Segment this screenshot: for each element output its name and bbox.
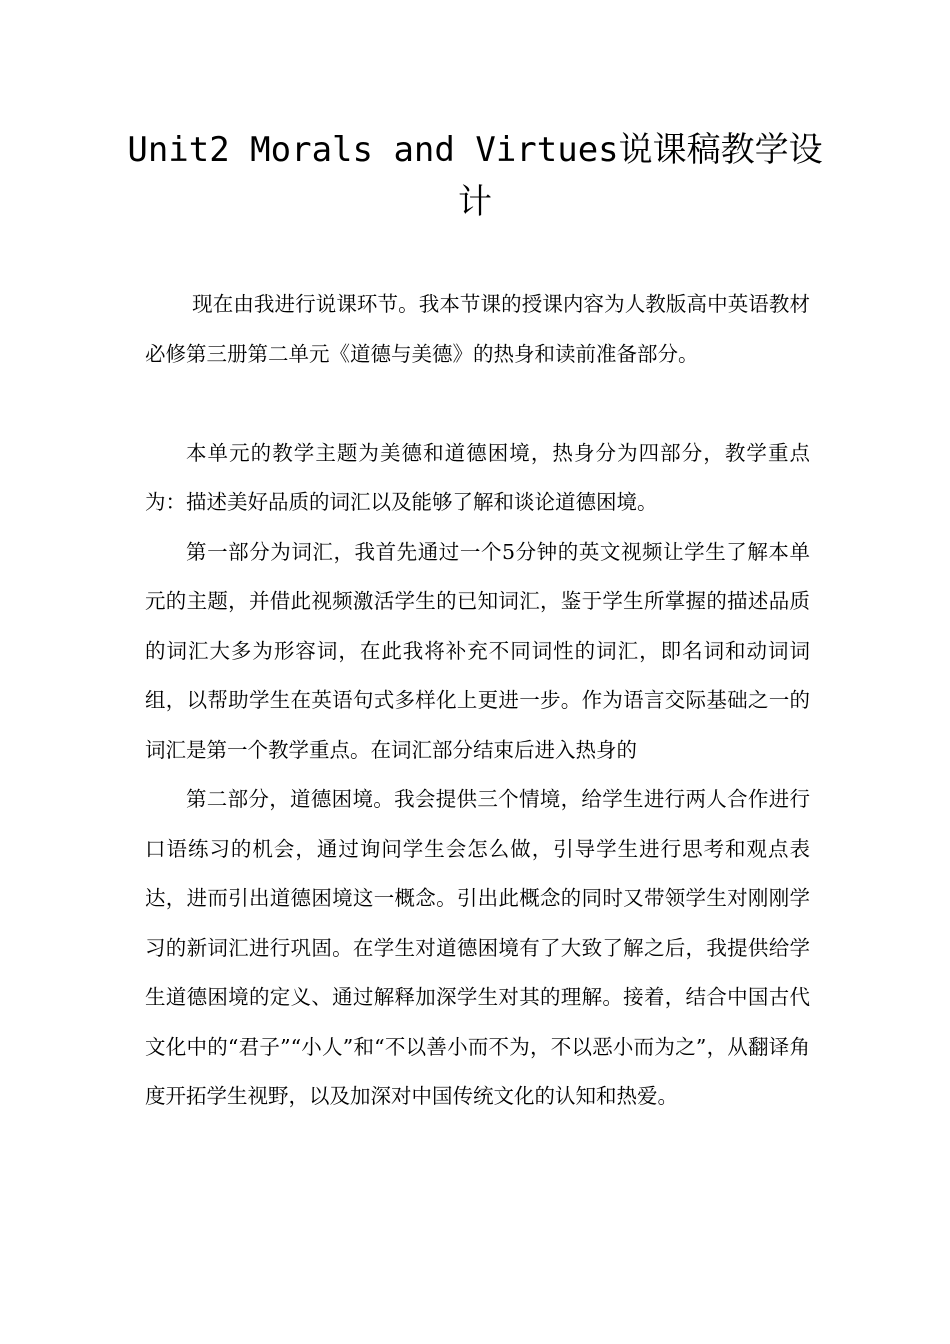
paragraph-spacer — [145, 379, 810, 429]
paragraph-part-one: 第一部分为词汇，我首先通过一个5分钟的英文视频让学生了解本单元的主题，并借此视频激活学生的已知词汇，鉴于学生所掌握的描述品质的词汇大多为形容词，在此我将补充不同词性的词汇，即名词和动词词组，以帮助学生在英语句式多样化上更进一步。作为语言交际基础之一的词汇是第一个教学重点。在词汇部分结束后进入热身的 — [145, 539, 810, 762]
document-title: Unit2 Morals and Virtues说课稿教学设计 — [127, 130, 823, 222]
document-body — [145, 280, 810, 1122]
paragraph-unit-theme: 本单元的教学主题为美德和道德困境，热身分为四部分，教学重点为：描述美好品质的词汇以及能够了解和谈论道德困境。 — [145, 440, 810, 514]
paragraph-intro: 现在由我进行说课环节。我本节课的授课内容为人教版高中英语教材必修第三册第二单元《道德与美德》的热身和读前准备部分。 — [145, 292, 810, 366]
paragraph-part-two: 第二部分，道德困境。我会提供三个情境，给学生进行两人合作进行口语练习的机会，通过询问学生会怎么做，引导学生进行思考和观点表达，进而引出道德困境这一概念。引出此概念的同时又带领学生对刚刚学习的新词汇进行巩固。在学生对道德困境有了大致了解之后，我提供给学生道德困境的定义、通过解释加深学生对其的理解。接着，结合中国古代文化中的“君子”“小人”和“不以善小而不为，不以恶小而为之”，从翻译角度开拓学生视野，以及加深对中国传统文化的认知和热爱。 — [145, 787, 810, 1108]
